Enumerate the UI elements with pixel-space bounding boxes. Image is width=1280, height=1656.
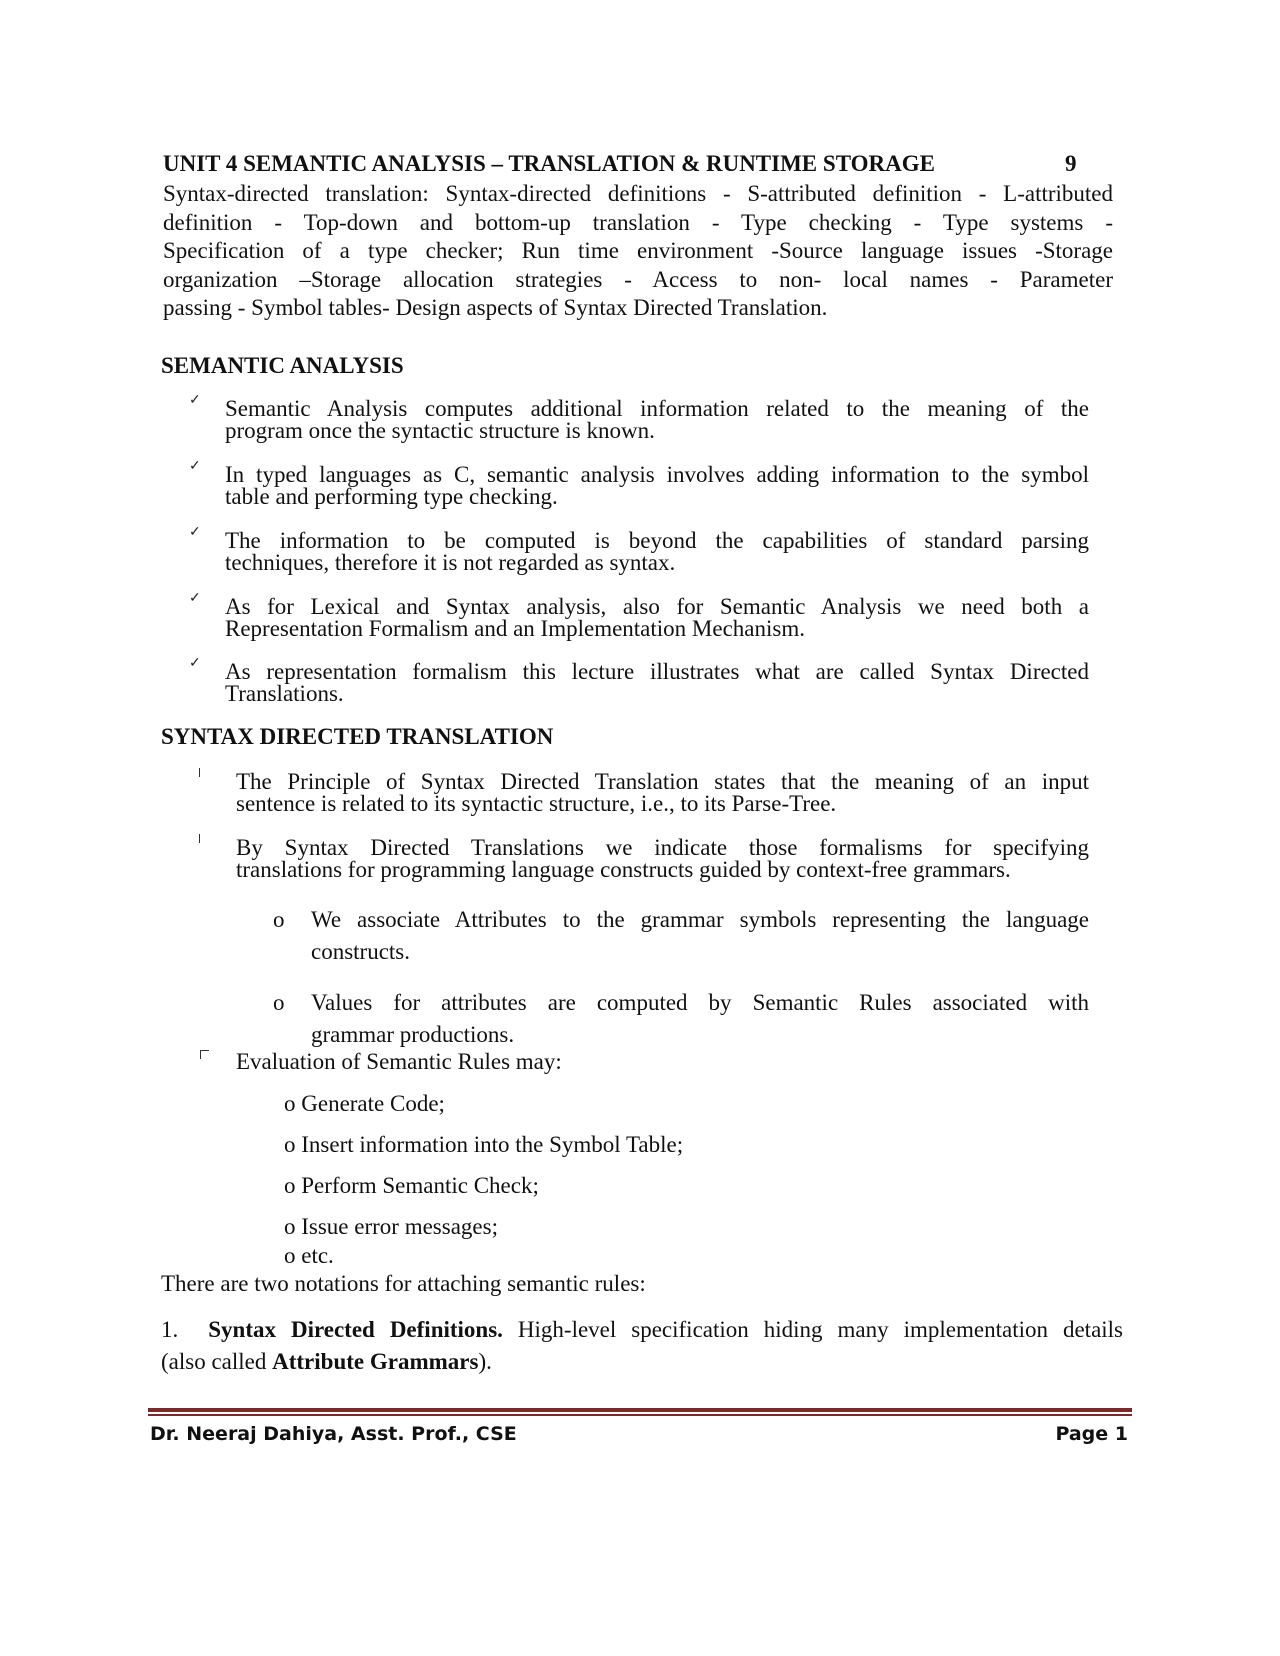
list-item-line: In typed languages as C, semantic analysis involves adding information to the symbol: [225, 462, 1089, 487]
list-item-line: Translations.: [225, 681, 344, 706]
list-item-line: program once the syntactic structure is known.: [225, 418, 655, 443]
list-item: [236, 771, 1089, 815]
notations-intro: There are two notations for attaching semantic rules:: [161, 1271, 646, 1296]
list-item: [225, 464, 1089, 508]
list-item-line: sentence is related to its syntactic structure, i.e., to its Parse-Tree.: [236, 791, 837, 816]
footer-rule-thin: [148, 1414, 1132, 1416]
sub-list-item-line: We associate Attributes to the grammar symbols representing the language: [311, 907, 1089, 932]
footer-page-number: Page 1: [1055, 1423, 1128, 1445]
syllabus-line: Syntax-directed translation: Syntax-directed definitions - S-attributed definition - L-attributed: [163, 181, 1113, 206]
list-item: [225, 661, 1089, 705]
list-item-line: table and performing type checking.: [225, 484, 558, 509]
list-item-line: The information to be computed is beyond the capabilities of standard parsing: [225, 528, 1089, 553]
list-item: [225, 530, 1089, 574]
unit-hours: 9: [1065, 151, 1077, 176]
corner-bullet-icon: [200, 1050, 209, 1059]
check-mark-icon: ✓: [189, 459, 201, 474]
list-item-line: The Principle of Syntax Directed Translation states that the meaning of an input: [236, 769, 1089, 794]
evaluation-text: Evaluation of Semantic Rules may:: [236, 1049, 562, 1074]
sub-list-item-line: Values for attributes are computed by Semantic Rules associated with: [311, 990, 1089, 1015]
evaluation-item: o Insert information into the Symbol Table;: [284, 1132, 684, 1157]
evaluation-item: o etc.: [284, 1243, 334, 1268]
notation-line: [161, 1346, 1123, 1378]
sub-bullet-marker: o: [273, 990, 285, 1015]
list-item-line: techniques, therefore it is not regarded as syntax.: [225, 550, 676, 575]
sub-bullet-marker: o: [273, 907, 285, 932]
check-mark-icon: ✓: [189, 656, 201, 671]
syllabus-line: passing - Symbol tables- Design aspects of Syntax Directed Translation.: [163, 295, 828, 320]
notation-alt-term: Attribute Grammars: [272, 1349, 479, 1374]
syllabus-paragraph: [163, 180, 1113, 323]
syllabus-line: definition - Top-down and bottom-up translation - Type checking - Type systems -: [163, 209, 1113, 235]
list-item-line: By Syntax Directed Translations we indicate those formalisms for specifying: [236, 835, 1089, 860]
sub-list-item: [311, 987, 1089, 1051]
evaluation-item: o Generate Code;: [284, 1091, 445, 1116]
list-item-line: translations for programming language constructs guided by context-free grammars.: [236, 857, 1011, 882]
sdt-heading: SYNTAX DIRECTED TRANSLATION: [161, 724, 554, 749]
notation-number: 1.: [161, 1317, 179, 1342]
sub-list-item-line: grammar productions.: [311, 1022, 515, 1047]
footer-rule: [148, 1408, 1132, 1412]
syllabus-line: organization –Storage allocation strategies - Access to non- local names - Parameter: [163, 266, 1113, 292]
list-item-line: Semantic Analysis computes additional information related to the meaning of the: [225, 396, 1089, 421]
unit-title: [163, 150, 1077, 178]
notation-paren-post: ).: [478, 1349, 492, 1374]
list-item-line: Representation Formalism and an Implementation Mechanism.: [225, 616, 805, 641]
bar-bullet-icon: [199, 834, 200, 843]
notation-term: Syntax Directed Definitions.: [208, 1317, 503, 1342]
check-mark-icon: ✓: [189, 393, 201, 408]
bar-bullet-icon: [199, 768, 200, 777]
evaluation-item: o Perform Semantic Check;: [284, 1173, 539, 1198]
list-item: [236, 837, 1089, 881]
notation-line: [161, 1314, 1123, 1346]
evaluation-item: o Issue error messages;: [284, 1214, 498, 1239]
list-item-line: As for Lexical and Syntax analysis, also for Semantic Analysis we need both a: [225, 594, 1089, 619]
notation-item: [161, 1314, 1123, 1378]
list-item: [225, 398, 1089, 442]
notation-description: High-level specification hiding many implementation details: [517, 1317, 1124, 1342]
footer-author: Dr. Neeraj Dahiya, Asst. Prof., CSE: [150, 1423, 517, 1445]
syllabus-line: Specification of a type checker; Run time environment -Source language issues -Storage: [163, 238, 1113, 263]
semantic-analysis-heading: SEMANTIC ANALYSIS: [161, 353, 404, 378]
check-mark-icon: ✓: [189, 591, 201, 606]
unit-title-text: UNIT 4 SEMANTIC ANALYSIS – TRANSLATION & RUNTIME STORAGE: [163, 151, 935, 176]
list-item: [225, 596, 1089, 640]
sub-list-item: [311, 904, 1089, 968]
sub-list-item-line: constructs.: [311, 939, 411, 964]
list-item-line: As representation formalism this lecture illustrates what are called Syntax Directed: [225, 659, 1089, 684]
notation-paren-pre: (also called: [161, 1349, 267, 1374]
check-mark-icon: ✓: [189, 525, 201, 540]
